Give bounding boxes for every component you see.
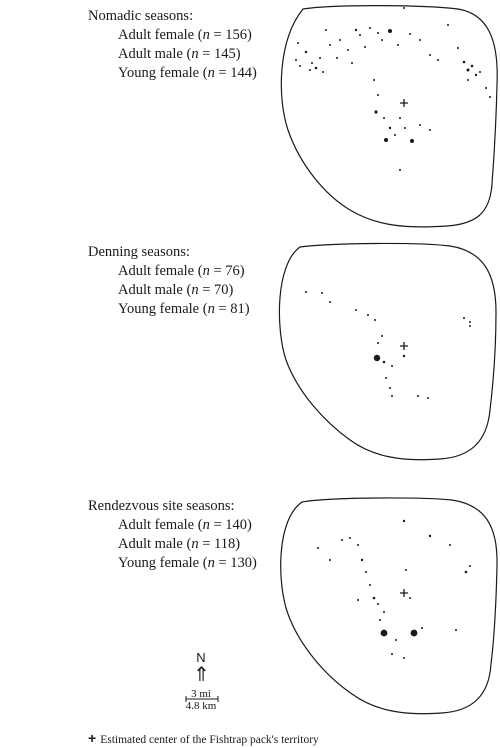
legend-heading: Nomadic seasons:	[88, 8, 194, 24]
north-label: N	[196, 650, 206, 665]
location-points	[295, 7, 491, 171]
territory-center-marker	[400, 342, 408, 350]
scale-labels	[180, 688, 222, 712]
north-arrow-icon: ⇑	[193, 664, 210, 686]
scale-miles-label: 3 mi	[191, 688, 211, 700]
territory-center-marker	[400, 589, 408, 597]
footnote	[88, 730, 319, 746]
location-points	[317, 520, 471, 659]
legend-heading: Rendezvous site seasons:	[88, 498, 235, 514]
territory-center-marker	[400, 99, 408, 107]
legend-entry: Adult female (n = 156)	[118, 27, 252, 43]
footnote-text: Estimated center of the Fishtrap pack's territory	[100, 734, 319, 746]
legend-entry: Adult male (n = 118)	[118, 536, 241, 552]
legend-entry: Adult male (n = 70)	[118, 282, 234, 298]
scale-km-label: 4.8 km	[185, 700, 217, 712]
territory-map-denning	[279, 243, 496, 459]
north-indicator	[193, 651, 209, 685]
territory-outline	[281, 6, 497, 227]
territory-outline	[281, 498, 497, 714]
center-marker-icon: +	[88, 730, 97, 746]
legend-heading: Denning seasons:	[88, 244, 190, 260]
legend-entry: Young female (n = 144)	[118, 65, 257, 81]
territory-map-rendezvous	[281, 498, 497, 714]
location-points	[305, 291, 471, 399]
territory-map-nomadic	[281, 6, 497, 227]
legend-entry: Adult male (n = 145)	[118, 46, 241, 62]
territory-outline	[279, 243, 496, 459]
legend-entry: Adult female (n = 76)	[118, 263, 245, 279]
legend-entry: Young female (n = 81)	[118, 301, 250, 317]
legend-entry: Adult female (n = 140)	[118, 517, 252, 533]
legend-entry: Young female (n = 130)	[118, 555, 257, 571]
